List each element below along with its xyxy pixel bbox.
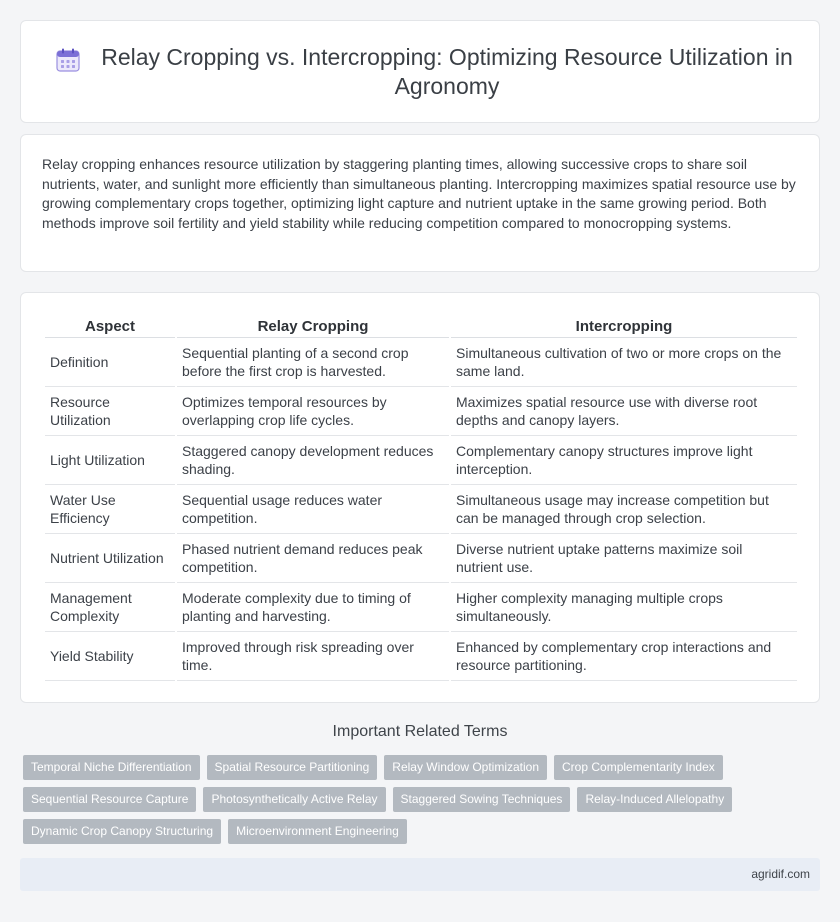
intro-paragraph: Relay cropping enhances resource utilization by staggering planting times, allowing successive crops to share soil nutrients, water, and sunlight more efficiently than simultaneous planting. Intercropping maximizes spatial resource use by growing complementary crops together, optimizing light capture and nutrient uptake in the same growing period. Both methods improve soil fertility and yield stability while reducing competition compared to monocropping systems. — [42, 156, 796, 231]
header-relay: Relay Cropping — [177, 316, 449, 338]
cell-relay: Sequential usage reduces water competition. — [177, 485, 449, 534]
comparison-card — [20, 292, 820, 703]
tag-row — [23, 787, 813, 812]
header-aspect: Aspect — [45, 316, 175, 338]
cell-relay: Sequential planting of a second crop before the first crop is harvested. — [177, 338, 449, 387]
cell-aspect: Resource Utilization — [45, 387, 175, 436]
cell-relay: Staggered canopy development reduces shading. — [177, 436, 449, 485]
tag-link[interactable]: Relay-Induced Allelopathy — [577, 787, 732, 812]
cell-relay: Optimizes temporal resources by overlapping crop life cycles. — [177, 387, 449, 436]
table-row — [45, 534, 797, 583]
title-card — [20, 20, 820, 123]
related-terms-title: Important Related Terms — [332, 723, 508, 740]
tag-link[interactable]: Sequential Resource Capture — [23, 787, 196, 812]
header-inter: Intercropping — [451, 316, 797, 338]
tag-link[interactable]: Temporal Niche Differentiation — [23, 755, 200, 780]
cell-inter: Complementary canopy structures improve light interception. — [451, 436, 797, 485]
comparison-table — [43, 316, 799, 681]
cell-aspect: Water Use Efficiency — [45, 485, 175, 534]
tag-link[interactable]: Crop Complementarity Index — [554, 755, 723, 780]
cell-relay: Improved through risk spreading over time. — [177, 632, 449, 681]
tag-row — [23, 755, 813, 780]
table-row — [45, 436, 797, 485]
table-row — [45, 485, 797, 534]
intro-card — [20, 134, 820, 272]
cell-aspect: Light Utilization — [45, 436, 175, 485]
cell-aspect: Definition — [45, 338, 175, 387]
page-title: Relay Cropping vs. Intercropping: Optimizing Resource Utilization in Agronomy — [101, 44, 793, 99]
tag-link[interactable]: Dynamic Crop Canopy Structuring — [23, 819, 221, 844]
table-row — [45, 387, 797, 436]
footer-site-link[interactable]: agridif.com — [751, 867, 810, 881]
table-row — [45, 632, 797, 681]
cell-inter: Simultaneous usage may increase competition but can be managed through crop selection. — [451, 485, 797, 534]
cell-aspect: Yield Stability — [45, 632, 175, 681]
tag-link[interactable]: Staggered Sowing Techniques — [393, 787, 571, 812]
related-terms-list — [23, 755, 813, 851]
cell-inter: Enhanced by complementary crop interactions and resource partitioning. — [451, 632, 797, 681]
cell-inter: Diverse nutrient uptake patterns maximize soil nutrient use. — [451, 534, 797, 583]
table-header-row — [45, 316, 797, 338]
cell-relay: Moderate complexity due to timing of planting and harvesting. — [177, 583, 449, 632]
cell-aspect: Nutrient Utilization — [45, 534, 175, 583]
tag-link[interactable]: Photosynthetically Active Relay — [203, 787, 385, 812]
table-row — [45, 583, 797, 632]
cell-aspect: Management Complexity — [45, 583, 175, 632]
cell-inter: Maximizes spatial resource use with diverse root depths and canopy layers. — [451, 387, 797, 436]
cell-relay: Phased nutrient demand reduces peak competition. — [177, 534, 449, 583]
footer — [20, 858, 820, 891]
table-row — [45, 338, 797, 387]
cell-inter: Higher complexity managing multiple crops simultaneously. — [451, 583, 797, 632]
tag-link[interactable]: Microenvironment Engineering — [228, 819, 407, 844]
tag-link[interactable]: Spatial Resource Partitioning — [207, 755, 378, 780]
tag-link[interactable]: Relay Window Optimization — [384, 755, 547, 780]
tag-row — [23, 819, 813, 844]
cell-inter: Simultaneous cultivation of two or more crops on the same land. — [451, 338, 797, 387]
